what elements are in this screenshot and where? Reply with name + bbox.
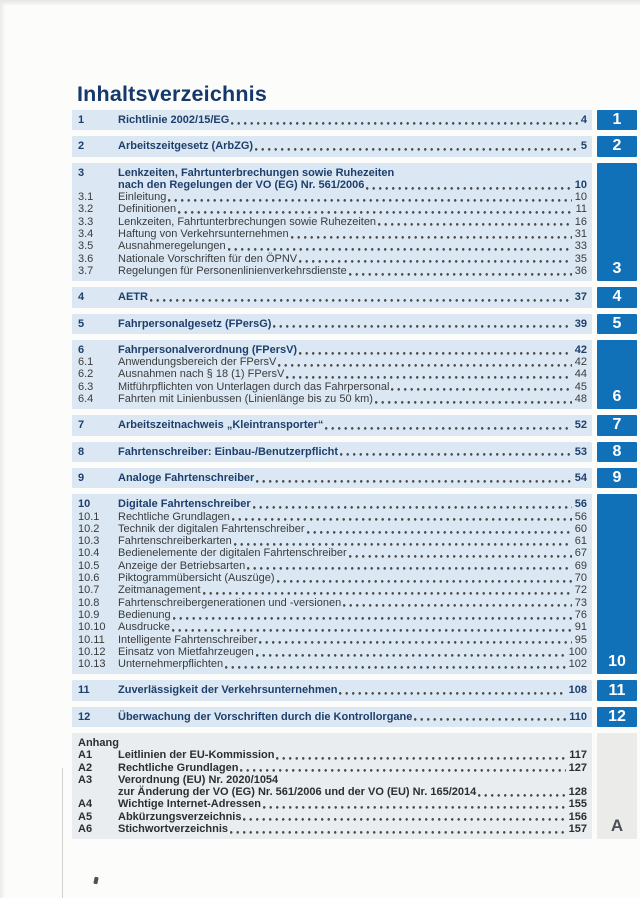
dotted-leader bbox=[230, 823, 566, 835]
toc-entry-number: 5 bbox=[78, 317, 85, 330]
toc-entry-page: 33 bbox=[574, 240, 587, 253]
dotted-leader bbox=[414, 711, 566, 723]
toc-entry-title: zur Änderung der VO (EG) Nr. 561/2006 und der VO (EU) Nr. 165/2014 bbox=[118, 786, 477, 799]
toc-entry-title: Definitionen bbox=[118, 203, 177, 216]
toc-row bbox=[78, 498, 587, 510]
toc-entry-number: A1 bbox=[78, 749, 93, 762]
toc-row bbox=[78, 786, 587, 798]
toc-section bbox=[72, 110, 637, 130]
toc-entry-title: Arbeitszeitgesetz (ArbZG) bbox=[118, 140, 254, 153]
toc-entry-title: Einsatz von Mietfahrzeugen bbox=[118, 645, 254, 658]
dotted-leader bbox=[325, 419, 571, 431]
chapter-tab: 1 bbox=[597, 110, 637, 130]
chapter-tab: 9 bbox=[597, 468, 637, 488]
dotted-leader bbox=[253, 498, 572, 510]
dotted-leader bbox=[228, 240, 572, 252]
toc-entry-number: 6.1 bbox=[78, 356, 94, 369]
toc-row bbox=[78, 318, 587, 330]
toc-entry-number: 10.9 bbox=[78, 608, 100, 621]
toc-entry-title: Rechtliche Grundlagen bbox=[118, 510, 230, 523]
toc-row bbox=[78, 560, 587, 572]
toc-entry-number: 3.1 bbox=[78, 191, 94, 204]
dotted-leader bbox=[168, 191, 571, 203]
toc-entry-page: 70 bbox=[574, 572, 587, 585]
chapter-tab: 7 bbox=[597, 415, 637, 435]
toc-entry-title: Zuverlässigkeit der Verkehrsunternehmen bbox=[118, 684, 338, 697]
chapter-tab: 3 bbox=[597, 163, 637, 282]
toc-entry-title: Mitführpflichten von Unterlagen durch das Fahrpersonal bbox=[118, 380, 390, 393]
toc-row bbox=[78, 547, 587, 559]
toc-entry-page: 56 bbox=[574, 510, 587, 523]
toc-entry-title: Ausdrucke bbox=[118, 621, 170, 634]
toc-entry-page: 53 bbox=[574, 445, 587, 458]
toc-entry-number: A4 bbox=[78, 798, 93, 811]
toc-row bbox=[78, 191, 587, 203]
toc-entry-number: 11 bbox=[78, 684, 90, 697]
toc-entry-number: 10.7 bbox=[78, 584, 100, 597]
toc-entry-page: 117 bbox=[569, 749, 587, 762]
chapter-tab: A bbox=[597, 733, 637, 839]
toc-row bbox=[78, 419, 587, 431]
toc-row bbox=[78, 774, 587, 786]
toc-entry-title: Bedienelemente der digitalen Fahrtenschreiber bbox=[118, 547, 347, 560]
toc-entry-page: 156 bbox=[568, 810, 587, 823]
toc-entry-page: 35 bbox=[574, 252, 587, 265]
toc-row bbox=[78, 240, 587, 252]
toc-entry-number: 10.12 bbox=[78, 645, 106, 658]
toc-entry-number: 10.5 bbox=[78, 559, 100, 572]
toc-entry-page: 61 bbox=[574, 535, 587, 548]
toc-entry-title: Piktogrammübersicht (Auszüge) bbox=[118, 572, 275, 585]
dotted-leader bbox=[391, 381, 571, 393]
toc-section bbox=[72, 707, 637, 727]
toc-entry-title: Lenkzeiten, Fahrtunterbrechungen sowie Ruhezeiten bbox=[118, 215, 377, 228]
toc-section-band bbox=[72, 442, 592, 462]
toc-entry-page: 16 bbox=[574, 215, 587, 228]
toc-entry-number: 10 bbox=[78, 498, 91, 511]
dotted-leader bbox=[234, 535, 572, 547]
chapter-tab: 6 bbox=[597, 340, 637, 409]
toc-entry-page: 100 bbox=[568, 645, 587, 658]
chapter-tab: 11 bbox=[597, 680, 637, 700]
toc-row bbox=[78, 253, 587, 265]
toc-entry-title: Arbeitszeitnachweis „Kleintransporter“ bbox=[118, 419, 324, 432]
toc-section bbox=[72, 314, 637, 334]
toc-entry-title: Unternehmerpflichten bbox=[118, 658, 224, 671]
toc-row bbox=[78, 658, 587, 670]
toc-row bbox=[78, 265, 587, 277]
dotted-leader bbox=[225, 658, 565, 670]
toc-entry-title: Nationale Vorschriften für den ÖPNV bbox=[118, 252, 298, 265]
dotted-leader bbox=[276, 749, 566, 761]
toc-entry-page: 39 bbox=[574, 317, 587, 330]
toc-row bbox=[78, 216, 587, 228]
toc-entry-number: 12 bbox=[78, 710, 91, 723]
toc-entry-page: 56 bbox=[574, 498, 587, 511]
toc-entry-title: Verordnung (EU) Nr. 2020/1054 bbox=[118, 773, 279, 786]
toc-entry-number: 8 bbox=[78, 445, 85, 458]
toc-row bbox=[78, 344, 587, 356]
toc-row bbox=[78, 711, 587, 723]
table-of-contents bbox=[72, 110, 637, 845]
toc-row bbox=[78, 228, 587, 240]
dotted-leader bbox=[307, 523, 572, 535]
toc-entry-page: 69 bbox=[574, 559, 587, 572]
dotted-leader bbox=[273, 318, 571, 330]
toc-section-band bbox=[72, 733, 592, 839]
dotted-leader bbox=[256, 646, 566, 658]
dotted-leader bbox=[478, 786, 565, 798]
toc-entry-title: Zeitmanagement bbox=[118, 584, 201, 597]
chapter-tab: 10 bbox=[597, 494, 637, 674]
toc-entry-page: 10 bbox=[574, 191, 587, 204]
dotted-leader bbox=[299, 253, 572, 265]
toc-entry-number: 10.8 bbox=[78, 596, 100, 609]
toc-section-band bbox=[72, 494, 592, 674]
toc-entry-title: Fahrtenschreibergenerationen und -versionen bbox=[118, 596, 342, 609]
dotted-leader bbox=[203, 584, 572, 596]
toc-entry-title: Intelligente Fahrtenschreiber bbox=[118, 633, 258, 646]
toc-section bbox=[72, 733, 637, 839]
toc-entry-title: Stichwortverzeichnis bbox=[118, 823, 229, 836]
toc-entry-title: Ausnahmen nach § 18 (1) FPersV bbox=[118, 368, 285, 381]
toc-entry-page: 5 bbox=[580, 140, 587, 153]
toc-row bbox=[78, 762, 587, 774]
toc-entry-number: 2 bbox=[78, 140, 85, 153]
toc-entry-title: nach den Regelungen der VO (EG) Nr. 561/2006 bbox=[118, 178, 365, 191]
toc-entry-number: 3.5 bbox=[78, 240, 94, 253]
toc-entry-page: 73 bbox=[574, 596, 587, 609]
toc-entry-page: 31 bbox=[574, 228, 587, 241]
dotted-leader bbox=[178, 203, 572, 215]
toc-entry-number: 10.10 bbox=[78, 621, 106, 634]
toc-section bbox=[72, 340, 637, 409]
toc-entry-page: 45 bbox=[574, 380, 587, 393]
toc-entry-number bbox=[78, 786, 118, 798]
dotted-leader bbox=[255, 140, 578, 152]
toc-entry-page: 4 bbox=[580, 114, 587, 126]
toc-row bbox=[78, 179, 587, 191]
dotted-leader bbox=[349, 265, 572, 277]
toc-entry-number: Anhang bbox=[78, 736, 119, 749]
toc-entry-title: Rechtliche Grundlagen bbox=[118, 761, 239, 774]
dotted-leader bbox=[366, 179, 571, 191]
toc-row bbox=[78, 584, 587, 596]
toc-entry-title: Technik der digitalen Fahrtenschreiber bbox=[118, 522, 305, 535]
dotted-leader bbox=[232, 511, 572, 523]
toc-entry-number: 4 bbox=[78, 291, 85, 304]
toc-entry-page: 91 bbox=[574, 621, 587, 634]
toc-row bbox=[78, 446, 587, 458]
chapter-tab: 5 bbox=[597, 314, 637, 334]
toc-row bbox=[78, 535, 587, 547]
toc-entry-number: 9 bbox=[78, 471, 85, 484]
toc-entry-page: 72 bbox=[574, 584, 587, 597]
toc-entry-title: Fahrten mit Linienbussen (Linienlänge bis zu 50 km) bbox=[118, 393, 373, 406]
toc-entry-title: Fahrtenschreiberkarten bbox=[118, 535, 232, 548]
toc-row bbox=[78, 737, 587, 749]
dotted-leader bbox=[375, 393, 572, 405]
toc-entry-number: 10.4 bbox=[78, 547, 100, 560]
toc-entry-number: 7 bbox=[78, 419, 85, 432]
toc-entry-title: Anzeige der Betriebsarten bbox=[118, 559, 246, 572]
toc-entry-title: Haftung von Verkehrsunternehmen bbox=[118, 228, 289, 241]
toc-section bbox=[72, 136, 637, 156]
toc-entry-page: 10 bbox=[574, 178, 587, 191]
dotted-leader bbox=[259, 634, 571, 646]
toc-entry-title: Anwendungsbereich der FPersV bbox=[118, 356, 277, 369]
page-title: Inhaltsverzeichnis bbox=[77, 82, 268, 106]
toc-row bbox=[78, 749, 587, 761]
toc-entry-number: 3 bbox=[78, 166, 85, 179]
scan-artifact-line bbox=[62, 768, 63, 898]
dotted-leader bbox=[247, 560, 572, 572]
toc-entry-title: Fahrpersonalgesetz (FPersG) bbox=[118, 317, 272, 330]
toc-entry-title: Einleitung bbox=[118, 191, 167, 204]
dotted-leader bbox=[263, 798, 566, 810]
toc-entry-page: 157 bbox=[568, 823, 587, 836]
toc-entry-number: 6.4 bbox=[78, 393, 94, 406]
toc-row bbox=[78, 167, 587, 179]
toc-entry-number: A6 bbox=[78, 823, 93, 836]
toc-row bbox=[78, 511, 587, 523]
toc-entry-number: 6.3 bbox=[78, 380, 94, 393]
toc-entry-number: 1 bbox=[78, 114, 85, 126]
dotted-leader bbox=[343, 597, 572, 609]
toc-entry-page: 95 bbox=[574, 633, 587, 646]
chapter-tab: 2 bbox=[597, 136, 637, 156]
toc-section-band bbox=[72, 468, 592, 488]
toc-entry-page: 42 bbox=[574, 343, 587, 356]
toc-section bbox=[72, 468, 637, 488]
dotted-leader bbox=[286, 368, 571, 380]
dotted-leader bbox=[240, 762, 565, 774]
toc-row bbox=[78, 523, 587, 535]
dotted-leader bbox=[291, 228, 572, 240]
toc-entry-title: Leitlinien der EU-Kommission bbox=[118, 749, 275, 762]
toc-entry-title: Richtlinie 2002/15/EG bbox=[118, 114, 230, 126]
toc-entry-title: Regelungen für Personenlinienverkehrsdienste bbox=[118, 264, 347, 277]
toc-section-band bbox=[72, 136, 592, 156]
toc-entry-title: Fahrpersonalverordnung (FPersV) bbox=[118, 343, 298, 356]
toc-entry-number bbox=[78, 179, 118, 191]
toc-section-band bbox=[72, 707, 592, 727]
toc-section-band bbox=[72, 314, 592, 334]
dotted-leader bbox=[172, 621, 572, 633]
dotted-leader bbox=[256, 472, 571, 484]
toc-entry-page: 76 bbox=[574, 608, 587, 621]
toc-row bbox=[78, 368, 587, 380]
toc-entry-title: Analoge Fahrtenschreiber bbox=[118, 471, 255, 484]
toc-entry-number: 3.6 bbox=[78, 252, 94, 265]
toc-entry-number: 3.7 bbox=[78, 264, 94, 277]
toc-entry-number: 6 bbox=[78, 343, 85, 356]
toc-section bbox=[72, 163, 637, 282]
toc-entry-page: 37 bbox=[574, 291, 587, 304]
toc-entry-number: 10.2 bbox=[78, 522, 100, 535]
toc-entry-page: 48 bbox=[574, 393, 587, 406]
toc-entry-title: Lenkzeiten, Fahrtunterbrechungen sowie Ruhezeiten bbox=[118, 166, 395, 179]
toc-section bbox=[72, 415, 637, 435]
toc-row bbox=[78, 393, 587, 405]
toc-section bbox=[72, 287, 637, 307]
toc-entry-number: 10.6 bbox=[78, 572, 100, 585]
toc-entry-page: 67 bbox=[574, 547, 587, 560]
toc-entry-title: Ausnahmeregelungen bbox=[118, 240, 226, 253]
toc-row bbox=[78, 381, 587, 393]
toc-section-band bbox=[72, 415, 592, 435]
toc-entry-page: 108 bbox=[568, 684, 587, 697]
toc-row bbox=[78, 646, 587, 658]
toc-entry-number: 3.2 bbox=[78, 203, 94, 216]
toc-entry-page: 128 bbox=[568, 786, 587, 799]
toc-row bbox=[78, 798, 587, 810]
toc-entry-page: 110 bbox=[569, 710, 587, 723]
toc-entry-page: 44 bbox=[574, 368, 587, 381]
toc-entry-title: Bedienung bbox=[118, 608, 171, 621]
toc-entry-number: 6.2 bbox=[78, 368, 94, 381]
toc-entry-page: 60 bbox=[574, 522, 587, 535]
toc-entry-number: A2 bbox=[78, 761, 93, 774]
toc-row bbox=[78, 811, 587, 823]
dotted-leader bbox=[231, 114, 578, 126]
toc-entry-title: AETR bbox=[118, 291, 148, 304]
dotted-leader bbox=[278, 356, 571, 368]
toc-section-band bbox=[72, 110, 592, 130]
dotted-leader bbox=[173, 609, 572, 621]
scan-edge-top bbox=[0, 0, 640, 6]
scan-edge-left bbox=[0, 0, 5, 898]
toc-section-band bbox=[72, 340, 592, 409]
toc-row bbox=[78, 356, 587, 368]
toc-row bbox=[78, 823, 587, 835]
dotted-leader bbox=[299, 344, 572, 356]
toc-entry-number: A5 bbox=[78, 810, 93, 823]
dotted-leader bbox=[277, 572, 572, 584]
toc-row bbox=[78, 140, 587, 152]
toc-row bbox=[78, 203, 587, 215]
toc-entry-title: Abkürzungsverzeichnis bbox=[118, 810, 242, 823]
toc-entry-number: A3 bbox=[78, 773, 93, 786]
scan-artifact-mark bbox=[93, 877, 98, 885]
toc-section bbox=[72, 494, 637, 674]
toc-row bbox=[78, 114, 587, 126]
toc-row bbox=[78, 472, 587, 484]
toc-entry-title: Digitale Fahrtenschreiber bbox=[118, 498, 251, 511]
dotted-leader bbox=[243, 811, 565, 823]
toc-row bbox=[78, 597, 587, 609]
toc-section bbox=[72, 680, 637, 700]
dotted-leader bbox=[340, 446, 572, 458]
chapter-tab: 8 bbox=[597, 442, 637, 462]
dotted-leader bbox=[378, 216, 572, 228]
toc-entry-page: 11 bbox=[575, 203, 587, 216]
toc-entry-number: 10.3 bbox=[78, 535, 100, 548]
toc-entry-number: 3.3 bbox=[78, 215, 94, 228]
toc-entry-number: 10.11 bbox=[78, 633, 105, 646]
toc-entry-page: 36 bbox=[574, 264, 587, 277]
toc-entry-number: 3.4 bbox=[78, 228, 94, 241]
chapter-tab: 4 bbox=[597, 287, 637, 307]
toc-row bbox=[78, 621, 587, 633]
toc-entry-number: 10.13 bbox=[78, 658, 106, 671]
chapter-tab: 12 bbox=[597, 707, 637, 727]
toc-row bbox=[78, 572, 587, 584]
toc-row bbox=[78, 634, 587, 646]
toc-section-band bbox=[72, 680, 592, 700]
toc-section-band bbox=[72, 287, 592, 307]
dotted-leader bbox=[150, 291, 572, 303]
toc-section bbox=[72, 442, 637, 462]
toc-row bbox=[78, 684, 587, 696]
toc-entry-number: 10.1 bbox=[78, 510, 100, 523]
toc-entry-page: 52 bbox=[574, 419, 587, 432]
dotted-leader bbox=[339, 684, 565, 696]
toc-section-band bbox=[72, 163, 592, 282]
toc-entry-title: Fahrtenschreiber: Einbau-/Benutzerpflicht bbox=[118, 445, 339, 458]
toc-entry-page: 42 bbox=[574, 356, 587, 369]
dotted-leader bbox=[349, 547, 572, 559]
toc-entry-title: Überwachung der Vorschriften durch die Kontrollorgane bbox=[118, 710, 413, 723]
toc-entry-page: 127 bbox=[568, 761, 587, 774]
toc-row bbox=[78, 291, 587, 303]
toc-entry-page: 54 bbox=[574, 471, 587, 484]
toc-entry-page: 155 bbox=[568, 798, 587, 811]
toc-entry-page: 102 bbox=[568, 658, 587, 671]
toc-entry-title: Wichtige Internet-Adressen bbox=[118, 798, 261, 811]
toc-row bbox=[78, 609, 587, 621]
